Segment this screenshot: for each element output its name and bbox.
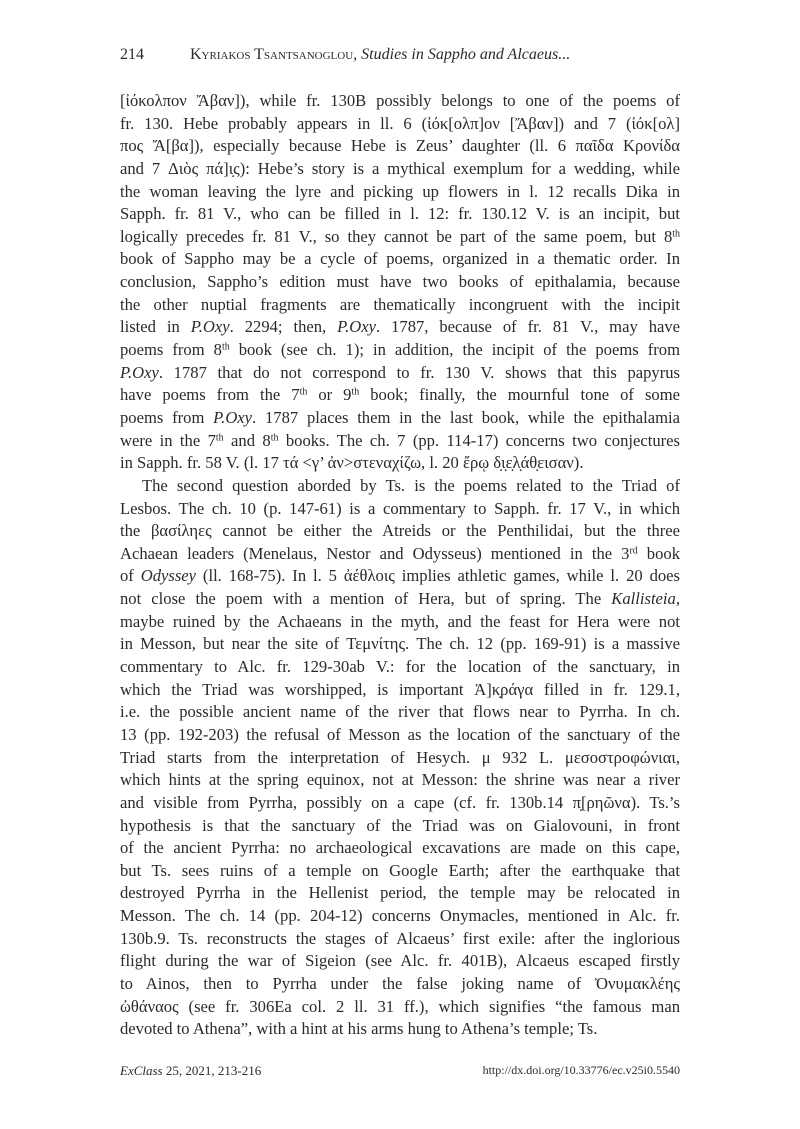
text-line: the woman leaving the lyre and picking up flowers in l. 12 recalls Dika in [120, 181, 680, 201]
text-line: and visible from Pyrrha, possibly on a cape (cf. fr. 130b.14 π̣[ρηῶνα). Ts.’s [120, 792, 680, 812]
text-line: πος Ἄ[βα]), especially because Hebe is Zeus’ daughter (ll. 6 παῖδα Κρονίδα [120, 136, 680, 156]
text-line: conclusion, Sappho’s edition must have two books of epithalamia, because [120, 272, 680, 292]
text-line: logically precedes fr. 81 V., so they cannot be part of the same poem, but 8th [120, 226, 680, 246]
text-line: Sapph. fr. 81 V., who can be filled in l. 12: fr. 130.12 V. is an incipit, but [120, 204, 680, 224]
ordinal-suffix: rd [629, 545, 638, 557]
text-line: and 7 Διὸς πά]ι̣ς): Hebe’s story is a mythical exemplum for a wedding, while [120, 158, 680, 178]
text-line: Triad starts from the interpretation of Hesych. μ 932 L. μεσοστροφώνιαι, [120, 747, 680, 767]
page-number: 214 [120, 46, 144, 63]
text-line: poems from 8th book (see ch. 1); in addition, the incipit of the poems from [120, 340, 680, 360]
journal-citation [120, 1063, 261, 1079]
text-line: Achaean leaders (Menelaus, Nestor and Odysseus) mentioned in the 3rd book [120, 543, 680, 563]
text-line: of Odyssey (ll. 168-75). In l. 5 ἀέθλοις implies athletic games, while l. 20 does [120, 566, 680, 586]
text-line: in Messon, but near the site of Τεμνίτης. The ch. 12 (pp. 169-91) is a massive [120, 634, 680, 654]
text-line: not close the poem with a mention of Hera, but of spring. The Kallisteia, [120, 589, 680, 609]
paragraph [120, 475, 680, 1041]
text-line: which hints at the spring equinox, not at Messon: the shrine was near a river [120, 770, 680, 790]
italic-text: P.Oxy [190, 317, 230, 337]
italic-text: P.Oxy [213, 407, 253, 427]
text-line: which the Triad was worshipped, is important Ἀ]κ̣ράγα filled in fr. 129.1, [120, 679, 680, 699]
doi-link[interactable]: http://dx.doi.org/10.33776/ec.v25i0.5540 [482, 1063, 680, 1077]
text-line: 13 (pp. 192-203) the refusal of Messon as the location of the sanctuary of the [120, 724, 680, 744]
text-line: book of Sappho may be a cycle of poems, organized in a thematic order. In [120, 249, 680, 269]
text-line: the βασίληες cannot be either the Atreids or the Penthilidai, but the three [120, 521, 680, 541]
text-line: 130b.9. Ts. reconstructs the stages of Alcaeus’ first exile: after the inglorious [120, 928, 680, 948]
italic-text: P.Oxy [337, 317, 376, 337]
ordinal-suffix: th [215, 432, 224, 444]
text-line: The second question aborded by Ts. is the poems related to the Triad of [142, 475, 680, 495]
text-line: the other nuptial fragments are thematically incongruent with the incipit [120, 294, 680, 314]
text-line: P.Oxy. 1787 that do not correspond to fr. 130 V. shows that this papyrus [120, 362, 680, 382]
ordinal-suffix: th [270, 432, 279, 444]
text-line: to Ainos, then to Pyrrha under the false joking name of Ὀνυμακλέης [120, 973, 680, 993]
text-line: poems from P.Oxy. 1787 places them in the last book, while the epithalamia [120, 407, 680, 427]
book-title: Studies in Sappho and Alcaeus... [361, 46, 571, 63]
text-line: flight during the war of Sigeion (see Alc. fr. 401B), Alcaeus escaped firstly [120, 951, 680, 971]
text-line: commentary to Alc. fr. 129-30ab V.: for the location of the sanctuary, in [120, 657, 680, 677]
text-line: in Sapph. fr. 58 V. (l. 17 τά <γ’ ἀν>στεναχίζω, l. 20 ἔρῳ δ̣ι̣ε̣λ̣άθ̣εισαν). [120, 453, 584, 473]
text-line: destroyed Pyrrha in the Hellenist period, the temple may be relocated in [120, 883, 680, 903]
ordinal-suffix: th [221, 341, 230, 353]
paragraph [120, 90, 680, 475]
ordinal-suffix: th [299, 386, 308, 398]
text-line: were in the 7th and 8th books. The ch. 7 (pp. 114-17) concerns two conjectures [120, 430, 680, 450]
running-title: Kyriakos Tsantsanoglou, Studies in Sappho and Alcaeus... [190, 46, 571, 63]
italic-text: Kallisteia [611, 589, 676, 609]
volume-year-pages: 25, 2021, 213-216 [162, 1063, 262, 1078]
text-line: have poems from the 7th or 9th book; finally, the mournful tone of some [120, 385, 681, 405]
text-line: hypothesis is that the sanctuary of the Triad was on Gialovouni, in front [120, 815, 680, 835]
text-line: Messon. The ch. 14 (pp. 204-12) concerns Onymacles, mentioned in Alc. fr. [120, 906, 680, 926]
text-line: Lesbos. The ch. 10 (p. 147-61) is a commentary to Sapph. fr. 17 V., in which [120, 498, 680, 518]
text-line: devoted to Athena”, with a hint at his arms hung to Athena’s temple; Ts. [120, 1019, 598, 1039]
journal-name: ExClass [120, 1063, 163, 1078]
text-line: [ἰόκολπον Ἄβαν]), while fr. 130B possibly belongs to one of the poems of [120, 91, 680, 110]
author-name: Kyriakos Tsantsanoglou [190, 46, 354, 63]
text-line: maybe ruined by the Achaeans in the myth, and the feast for Hera were not [120, 611, 680, 631]
ordinal-suffix: th [351, 386, 360, 398]
italic-text: Odyssey [140, 566, 197, 586]
text-line: of the ancient Pyrrha: no archaeological excavations are made on this cape, [120, 838, 680, 858]
review-body-text [120, 90, 680, 1041]
italic-text: P.Oxy [120, 362, 159, 382]
text-line: i.e. the possible ancient name of the river that flows near to Pyrrha. In ch. [120, 702, 680, 722]
text-line: ὠθάναος (see fr. 306Ea col. 2 ll. 31 ff.), which signifies “the famous man [120, 996, 680, 1016]
text-line: fr. 130. Hebe probably appears in ll. 6 (ἰόκ[ολπ]ον [Ἄβαν]) and 7 (ἰόκ[ολ] [120, 113, 680, 133]
text-line: listed in P.Oxy. 2294; then, P.Oxy. 1787, because of fr. 81 V., may have [120, 317, 681, 337]
text-line: but Ts. sees ruins of a temple on Google Earth; after the earthquake that [120, 860, 680, 880]
ordinal-suffix: th [672, 228, 680, 240]
